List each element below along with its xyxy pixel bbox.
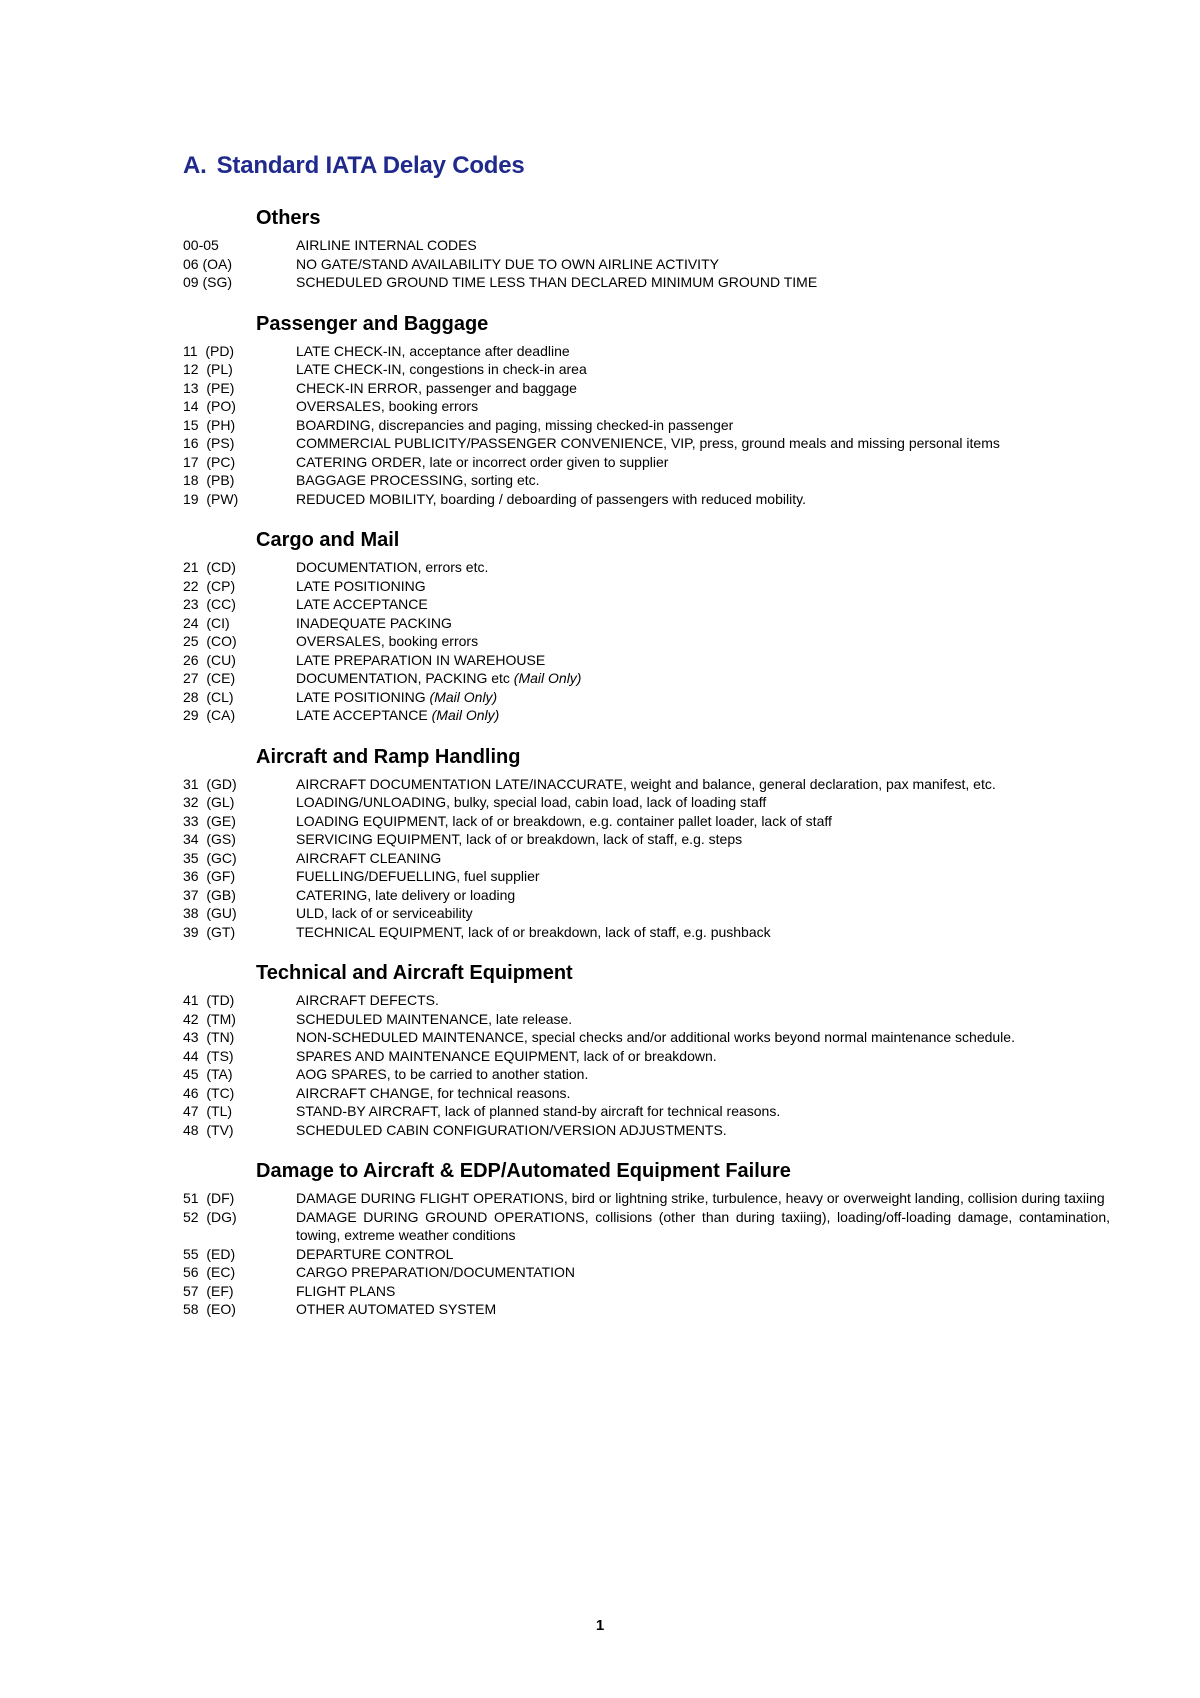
delay-description (296, 1245, 1110, 1264)
delay-code: 52 (DG) (183, 1208, 237, 1225)
delay-description (296, 236, 1110, 255)
delay-code: 37 (GB) (183, 886, 236, 903)
delay-code: 09 (SG) (183, 274, 233, 290)
delay-code-row (183, 651, 1110, 670)
delay-code: 25 (CO) (183, 633, 237, 649)
delay-code-row (183, 397, 1110, 416)
delay-description-text: OTHER AUTOMATED SYSTEM (296, 1301, 497, 1317)
delay-code: 45 (TA) (183, 1066, 233, 1082)
delay-code-row (183, 453, 1110, 472)
delay-code: 48 (TV) (183, 1121, 234, 1138)
delay-description-text: LATE POSITIONING (296, 688, 426, 705)
delay-code-row (183, 1047, 1110, 1066)
delay-description (296, 830, 1110, 849)
delay-code-row (183, 1300, 1110, 1319)
delay-description-text: TECHNICAL EQUIPMENT, lack of or breakdown, lack of staff, e.g. pushback (296, 923, 771, 940)
delay-code-row (183, 886, 1110, 905)
delay-code: 19 (PW) (183, 490, 239, 507)
delay-code: 38 (GU) (183, 905, 237, 921)
delay-code-row (183, 632, 1110, 651)
delay-description-text: LATE CHECK-IN, congestions in check-in area (296, 361, 587, 377)
delay-code: 47 (TL) (183, 1103, 233, 1119)
delay-code: 16 (PS) (183, 435, 235, 451)
delay-description-text: ULD, lack of or serviceability (296, 905, 473, 921)
delay-description-text: COMMERCIAL PUBLICITY/PASSENGER CONVENIENCE, VIP, press, ground meals and missing personal items (296, 435, 1000, 451)
section-heading: Cargo and Mail (256, 529, 400, 551)
delay-description (296, 342, 1110, 361)
delay-description-text: AOG SPARES, to be carried to another station. (296, 1066, 589, 1082)
delay-description (296, 1263, 1110, 1282)
delay-code: 17 (PC) (183, 453, 236, 470)
delay-code: 55 (ED) (183, 1245, 236, 1262)
delay-description (296, 595, 1110, 614)
delay-description-text: CATERING, late delivery or loading (296, 886, 516, 903)
delay-section (183, 206, 1110, 292)
delay-code-row (183, 577, 1110, 596)
title-text: Standard IATA Delay Codes (216, 152, 525, 179)
delay-description-text: SCHEDULED MAINTENANCE, late release. (296, 1010, 573, 1027)
delay-code-row (183, 434, 1110, 453)
delay-description-text: OVERSALES, booking errors (296, 398, 479, 414)
delay-code-row (183, 923, 1110, 942)
delay-description (296, 397, 1110, 416)
delay-description-text: SPARES AND MAINTENANCE EQUIPMENT, lack of or breakdown. (296, 1047, 717, 1064)
delay-description (296, 453, 1110, 472)
delay-code: 46 (TC) (183, 1084, 235, 1101)
delay-description (296, 490, 1110, 509)
delay-code: 00-05 (183, 237, 219, 253)
delay-code: 29 (CA) (183, 707, 236, 723)
delay-code: 27 (CE) (183, 670, 236, 686)
delay-description (296, 1282, 1110, 1301)
delay-code: 58 (EO) (183, 1301, 236, 1317)
delay-description-text: CARGO PREPARATION/DOCUMENTATION (296, 1264, 575, 1280)
delay-code-row (183, 558, 1110, 577)
delay-code: 33 (GE) (183, 812, 236, 829)
delay-code-row (183, 1121, 1110, 1140)
delay-code-sections (183, 206, 1110, 1339)
delay-description-text: LATE CHECK-IN, acceptance after deadline (296, 342, 570, 359)
delay-description-text: LATE ACCEPTANCE (296, 707, 428, 723)
delay-note: (Mail Only) (513, 670, 582, 686)
delay-description (296, 1047, 1110, 1066)
delay-description (296, 849, 1110, 868)
delay-code: 11 (PD) (183, 342, 235, 359)
delay-code-row (183, 1208, 1110, 1245)
delay-code-row (183, 1282, 1110, 1301)
delay-description-text: BOARDING, discrepancies and paging, missing checked-in passenger (296, 416, 734, 433)
delay-code: 57 (EF) (183, 1282, 234, 1299)
delay-code: 51 (DF) (183, 1190, 235, 1206)
delay-code: 36 (GF) (183, 868, 236, 884)
delay-code-row (183, 775, 1110, 794)
delay-description-text: LOADING/UNLOADING, bulky, special load, cabin load, lack of loading staff (296, 794, 767, 810)
delay-code-row (183, 991, 1110, 1010)
delay-code: 32 (GL) (183, 794, 235, 810)
delay-code: 14 (PO) (183, 398, 236, 414)
delay-description-text: FLIGHT PLANS (296, 1282, 396, 1299)
delay-note: (Mail Only) (429, 688, 498, 705)
delay-code: 21 (CD) (183, 559, 236, 575)
delay-code: 22 (CP) (183, 577, 236, 594)
delay-description-text: BAGGAGE PROCESSING, sorting etc. (296, 472, 540, 488)
page-title (183, 152, 525, 180)
delay-code-row (183, 273, 1110, 292)
delay-description-text: OVERSALES, booking errors (296, 633, 479, 649)
delay-code-row (183, 1245, 1110, 1264)
section-heading: Aircraft and Ramp Handling (256, 745, 521, 768)
delay-code-row (183, 1010, 1110, 1029)
section-heading: Technical and Aircraft Equipment (256, 962, 573, 984)
delay-code: 41 (TD) (183, 992, 235, 1008)
delay-code-row (183, 706, 1110, 725)
delay-description-text: LATE POSITIONING (296, 577, 426, 594)
delay-code: 28 (CL) (183, 688, 234, 705)
delay-description (296, 379, 1110, 398)
delay-code-row (183, 793, 1110, 812)
delay-description (296, 632, 1110, 651)
delay-code: 43 (TN) (183, 1029, 235, 1045)
page-number: 1 (595, 1617, 605, 1634)
delay-description (296, 1065, 1110, 1084)
delay-description-text: DEPARTURE CONTROL (296, 1245, 454, 1262)
delay-section (183, 961, 1110, 1139)
delay-description (296, 1208, 1110, 1245)
delay-description (296, 706, 1110, 725)
delay-description (296, 360, 1110, 379)
delay-description (296, 1010, 1110, 1029)
delay-description (296, 904, 1110, 923)
delay-code-row (183, 342, 1110, 361)
delay-description (296, 688, 1110, 707)
delay-description-text: AIRCRAFT DEFECTS. (296, 992, 439, 1008)
delay-description-text: DOCUMENTATION, PACKING etc (296, 670, 510, 686)
delay-code: 35 (GC) (183, 849, 237, 866)
delay-description (296, 1189, 1110, 1208)
delay-code: 06 (OA) (183, 255, 233, 272)
delay-code-row (183, 867, 1110, 886)
delay-description (296, 793, 1110, 812)
section-heading: Others (256, 207, 321, 229)
delay-description (296, 651, 1110, 670)
delay-code-row (183, 416, 1110, 435)
delay-code-row (183, 595, 1110, 614)
delay-description (296, 255, 1110, 274)
delay-description (296, 434, 1110, 453)
delay-description-text: SCHEDULED GROUND TIME LESS THAN DECLARED MINIMUM GROUND TIME (296, 274, 818, 290)
delay-note: (Mail Only) (431, 707, 500, 723)
delay-code-row (183, 236, 1110, 255)
delay-code-row (183, 1084, 1110, 1103)
delay-description (296, 614, 1110, 633)
delay-description-text: STAND-BY AIRCRAFT, lack of planned stand-by aircraft for technical reasons. (296, 1103, 781, 1119)
delay-code: 56 (EC) (183, 1264, 236, 1280)
delay-code: 23 (CC) (183, 596, 236, 612)
delay-code: 34 (GS) (183, 831, 236, 847)
delay-description (296, 669, 1110, 688)
delay-description-text: AIRCRAFT CHANGE, for technical reasons. (296, 1084, 571, 1101)
delay-description-text: DOCUMENTATION, errors etc. (296, 559, 489, 575)
delay-description (296, 1121, 1110, 1140)
delay-description (296, 923, 1110, 942)
delay-description-text: AIRCRAFT DOCUMENTATION LATE/INACCURATE, weight and balance, general declaration, pax manifest, etc. (296, 775, 996, 792)
delay-description-text: SCHEDULED CABIN CONFIGURATION/VERSION ADJUSTMENTS. (296, 1121, 727, 1138)
delay-description (296, 273, 1110, 292)
delay-description-text: AIRCRAFT CLEANING (296, 849, 442, 866)
delay-code: 13 (PE) (183, 379, 235, 396)
delay-description (296, 991, 1110, 1010)
section-heading: Passenger and Baggage (256, 312, 489, 335)
delay-code-row (183, 1102, 1110, 1121)
delay-code: 44 (TS) (183, 1047, 234, 1064)
delay-code-row (183, 1028, 1110, 1047)
delay-description-text: SERVICING EQUIPMENT, lack of or breakdown, lack of staff, e.g. steps (296, 831, 743, 847)
delay-description (296, 812, 1110, 831)
delay-code-row (183, 812, 1110, 831)
delay-code: 42 (TM) (183, 1010, 236, 1027)
delay-description (296, 1300, 1110, 1319)
delay-description (296, 577, 1110, 596)
delay-code: 39 (GT) (183, 923, 236, 940)
delay-description (296, 471, 1110, 490)
delay-description (296, 558, 1110, 577)
delay-code: 18 (PB) (183, 472, 235, 488)
delay-code-row (183, 490, 1110, 509)
delay-description-text: CHECK-IN ERROR, passenger and baggage (296, 379, 577, 396)
delay-section (183, 1159, 1110, 1319)
delay-code-row (183, 1263, 1110, 1282)
delay-description (296, 416, 1110, 435)
delay-description-text: REDUCED MOBILITY, boarding / deboarding of passengers with reduced mobility. (296, 490, 806, 507)
delay-description-text: DAMAGE DURING FLIGHT OPERATIONS, bird or lightning strike, turbulence, heavy or overweight landing, collision during taxiing (296, 1190, 1105, 1206)
delay-code: 31 (GD) (183, 775, 237, 792)
delay-description-text: NO GATE/STAND AVAILABILITY DUE TO OWN AIRLINE ACTIVITY (296, 255, 719, 272)
delay-code-row (183, 471, 1110, 490)
delay-code-row (183, 849, 1110, 868)
delay-section (183, 745, 1110, 942)
delay-code-row (183, 688, 1110, 707)
delay-code: 15 (PH) (183, 416, 236, 433)
delay-section (183, 528, 1110, 725)
delay-description-text: FUELLING/DEFUELLING, fuel supplier (296, 868, 540, 884)
delay-code-row (183, 360, 1110, 379)
delay-code: 12 (PL) (183, 361, 233, 377)
delay-description-text: NON-SCHEDULED MAINTENANCE, special checks and/or additional works beyond normal maintenance schedule. (296, 1029, 1015, 1045)
delay-code-row (183, 904, 1110, 923)
delay-section (183, 312, 1110, 509)
delay-code-row (183, 669, 1110, 688)
delay-description-text: LATE PREPARATION IN WAREHOUSE (296, 651, 546, 668)
delay-description-text: AIRLINE INTERNAL CODES (296, 237, 477, 253)
delay-description (296, 1028, 1110, 1047)
delay-description (296, 1084, 1110, 1103)
delay-code: 26 (CU) (183, 651, 236, 668)
delay-code-row (183, 830, 1110, 849)
delay-description-text: LOADING EQUIPMENT, lack of or breakdown, e.g. container pallet loader, lack of staff (296, 812, 832, 829)
delay-description (296, 775, 1110, 794)
delay-code-row (183, 379, 1110, 398)
delay-description-text: CATERING ORDER, late or incorrect order given to supplier (296, 453, 669, 470)
delay-code-row (183, 1189, 1110, 1208)
delay-code: 24 (CI) (183, 614, 230, 631)
section-heading: Damage to Aircraft & EDP/Automated Equipment Failure (256, 1160, 791, 1182)
delay-description (296, 867, 1110, 886)
delay-code-row (183, 614, 1110, 633)
delay-code-row (183, 255, 1110, 274)
delay-description (296, 886, 1110, 905)
delay-description (296, 1102, 1110, 1121)
delay-description-text: INADEQUATE PACKING (296, 614, 452, 631)
delay-description-text: LATE ACCEPTANCE (296, 596, 428, 612)
title-number: A. (183, 152, 207, 179)
delay-description-text: DAMAGE DURING GROUND OPERATIONS, collisions (other than during taxiing), loading/off-loading damage, contamination, towing, extreme weather conditions (296, 1208, 1110, 1243)
delay-code-row (183, 1065, 1110, 1084)
